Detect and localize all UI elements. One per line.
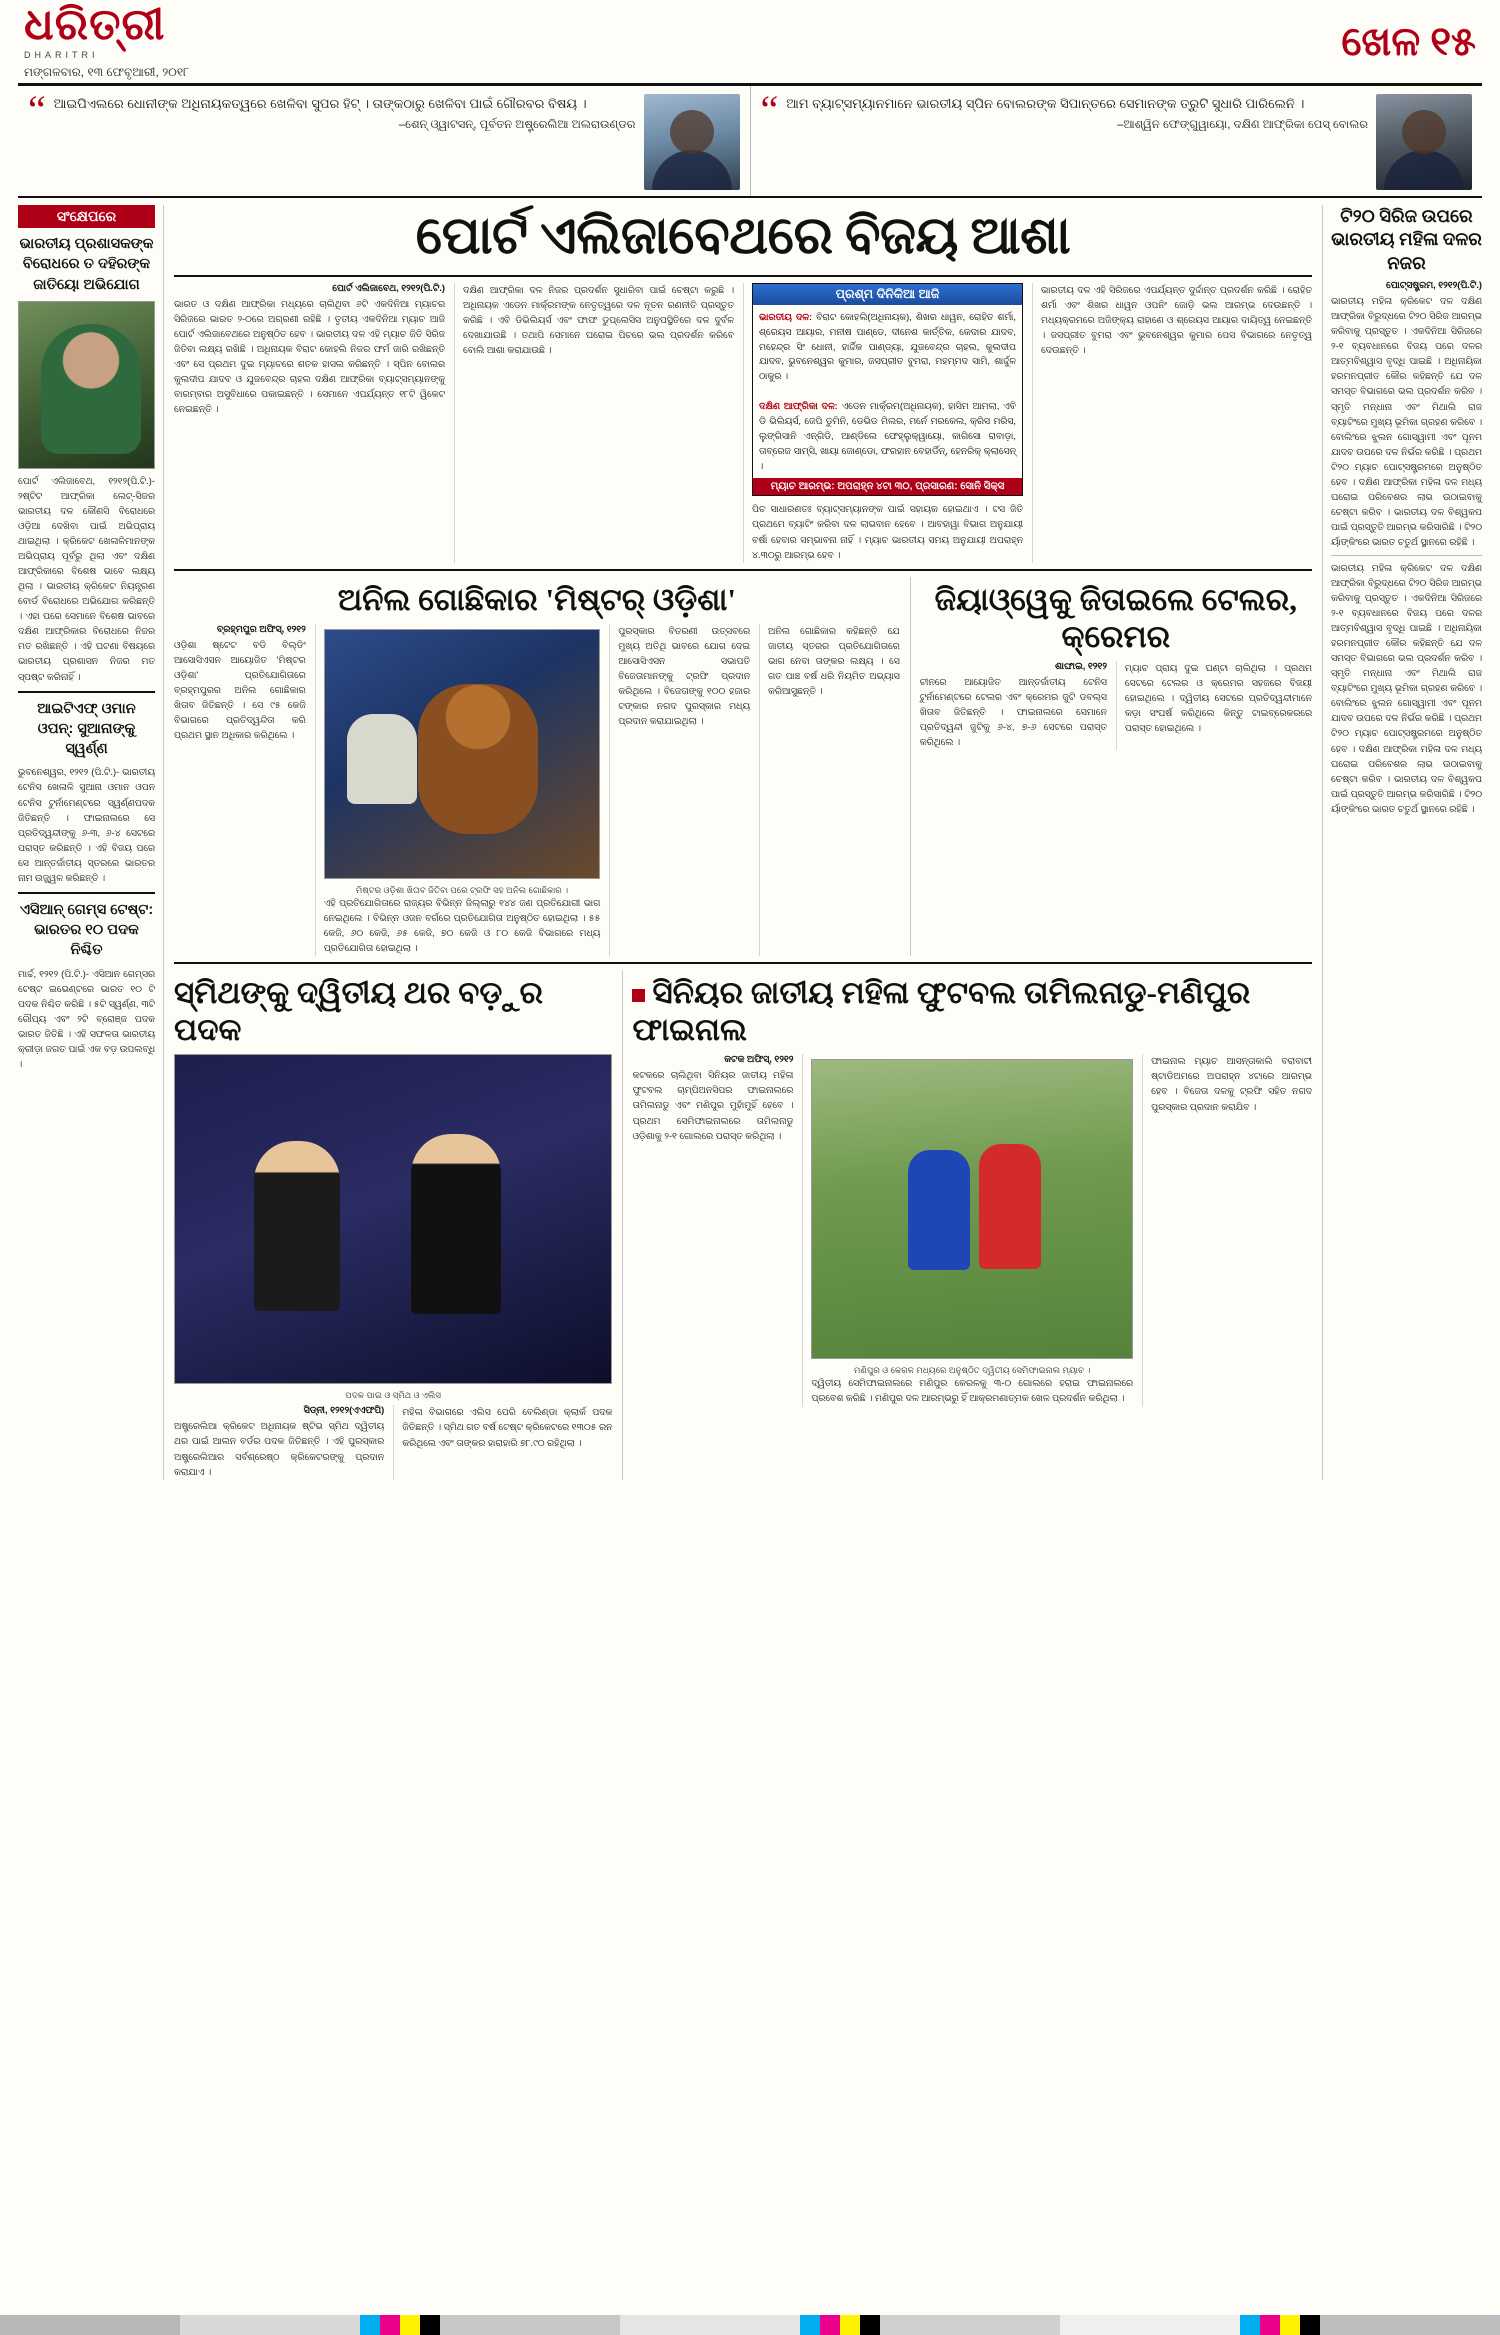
team-sa-list: ଏଡେନ ମାର୍କ୍ରମ(ଅଧିନାୟକ), ହାସିମ ଆମଲା, ଏବି ଡି ଭିଲିୟର୍ସ, ଜେପି ଡୁମିନି, ଡେଭିଡ ମିଲର, ମର୍ନେ ମରକେଲ, କ୍ରିସ ମରିସ, ଲୁଙ୍ଗିସାନି ଏନ୍ଗିଡି, ଆଣ୍ଡିଲେ ଫେହ୍ଲୁକ୍ୱାୟୋ, କାଗିସୋ ରାବାଡ଼ା, ତାବ୍ରେଜ ସାମ୍ସି, ଖାୟା ଜୋଣ୍ଡୋ, ଫରହାନ ବେହାର୍ଡିନ୍, ହେନରିକ୍ କ୍ଲାସେନ୍ ।	[759, 401, 1016, 471]
lead-col-4	[1032, 283, 1312, 563]
smith-headline: ସ୍ମିଥଙ୍କୁ ଦ୍ୱିତୀୟ ଥର ବଡ଼ୁର ପଦକ	[174, 975, 543, 1048]
bodybuilding-story	[174, 577, 900, 956]
quote-card	[751, 86, 1483, 196]
logo-block	[24, 0, 190, 80]
brief-headline: ଭାରତୀୟ ପ୍ରଶାସକଙ୍କ ବିରୋଧରେ ତ ଦହିରଙ୍କ ଜାତିୟୋ ଅଭିଯୋଗ	[19, 236, 154, 293]
swatch-magenta	[1260, 2315, 1280, 2335]
tennis-col-1	[920, 661, 1107, 750]
mr-odisha-trophy-photo	[324, 629, 601, 879]
smith-col-2	[393, 1405, 612, 1479]
womens-t20-body-cont: ଭାରତୀୟ ମହିଳା କ୍ରିକେଟ ଦଳ ଦକ୍ଷିଣ ଆଫ୍ରିକା ବିରୁଦ୍ଧରେ ଟି୨୦ ସିରିଜ ଆରମ୍ଭ କରିବାକୁ ପ୍ରସ୍ତୁତ । ଏକଦିନିଆ ସିରିଜରେ ୨-୧ ବ୍ୟବଧାନରେ ବିଜୟ ପରେ ଦଳର ଆତ୍ମବିଶ୍ୱାସ ବୃଦ୍ଧି ପାଇଛି । ଅଧିନାୟିକା ହରମନପ୍ରୀତ କୌର କହିଛନ୍ତି ଯେ ଦଳ ସମସ୍ତ ବିଭାଗରେ ଭଲ ପ୍ରଦର୍ଶନ କରିବ । ସ୍ମୃତି ମନ୍ଧାନା ଏବଂ ମିଥାଲି ରାଜ ବ୍ୟାଟିଂରେ ମୁଖ୍ୟ ଭୂମିକା ଗ୍ରହଣ କରିବେ । ବୋଲିଂରେ ଝୁଲନ ଗୋସ୍ୱାମୀ ଏବଂ ପୂନମ ଯାଦବ ଉପରେ ଦଳ ନିର୍ଭର କରିଛି । ପ୍ରଥମ ଟି୨୦ ମ୍ୟାଚ ପୋଟ୍ସଷ୍ଟ୍ରମରେ ଅନୁଷ୍ଠିତ ହେବ । ଦକ୍ଷିଣ ଆଫ୍ରିକା ମହିଳା ଦଳ ମଧ୍ୟ ଘରୋଇ ପରିବେଶର ଲାଭ ଉଠାଇବାକୁ ଚେଷ୍ଟା କରିବ । ଭାରତୀୟ ଦଳ ବିଶ୍ୱକପ ପାଇଁ ପ୍ରସ୍ତୁତି ଆରମ୍ଭ କରିସାରିଛି । ଟି୨୦ ର୍ୟାଙ୍କିଂରେ ଭାରତ ଚତୁର୍ଥ ସ୍ଥାନରେ ରହିଛି ।	[1331, 562, 1482, 814]
tennis-col-2	[1116, 661, 1312, 750]
womens-t20-headline: ଟି୨୦ ସିରିଜ ଉପରେ ଭାରତୀୟ ମହିଳା ଦଳର ନଜର	[1331, 206, 1482, 273]
womens-t20-body: ଭାରତୀୟ ମହିଳା କ୍ରିକେଟ ଦଳ ଦକ୍ଷିଣ ଆଫ୍ରିକା ବିରୁଦ୍ଧରେ ଟି୨୦ ସିରିଜ ଆରମ୍ଭ କରିବାକୁ ପ୍ରସ୍ତୁତ । ଏକଦିନିଆ ସିରିଜରେ ୨-୧ ବ୍ୟବଧାନରେ ବିଜୟ ପରେ ଦଳର ଆତ୍ମବିଶ୍ୱାସ ବୃଦ୍ଧି ପାଇଛି । ଅଧିନାୟିକା ହରମନପ୍ରୀତ କୌର କହିଛନ୍ତି ଯେ ଦଳ ସମସ୍ତ ବିଭାଗରେ ଭଲ ପ୍ରଦର୍ଶନ କରିବ । ସ୍ମୃତି ମନ୍ଧାନା ଏବଂ ମିଥାଲି ରାଜ ବ୍ୟାଟିଂରେ ମୁଖ୍ୟ ଭୂମିକା ଗ୍ରହଣ କରିବେ । ବୋଲିଂରେ ଝୁଲନ ଗୋସ୍ୱାମୀ ଏବଂ ପୂନମ ଯାଦବ ଉପରେ ଦଳ ନିର୍ଭର କରିଛି । ପ୍ରଥମ ଟି୨୦ ମ୍ୟାଚ ପୋଟ୍ସଷ୍ଟ୍ରମରେ ଅନୁଷ୍ଠିତ ହେବ । ଦକ୍ଷିଣ ଆଫ୍ରିକା ମହିଳା ଦଳ ମଧ୍ୟ ଘରୋଇ ପରିବେଶର ଲାଭ ଉଠାଇବାକୁ ଚେଷ୍ଟା କରିବ । ଭାରତୀୟ ଦଳ ବିଶ୍ୱକପ ପାଇଁ ପ୍ରସ୍ତୁତି ଆରମ୍ଭ କରିସାରିଛି । ଟି୨୦ ର୍ୟାଙ୍କିଂରେ ଭାରତ ଚତୁର୍ଥ ସ୍ଥାନରେ ରହିଛି ।	[1331, 296, 1482, 547]
squads-box	[752, 283, 1023, 497]
dateline: ପୋଟ୍ସଷ୍ଟ୍ରମ, ୧୨୧୨(ପି.ଟି.)	[1386, 280, 1482, 291]
squads-box-title: ପ୍ରଶ୍ମ ଦିନିକିଆ ଆଜି	[753, 284, 1022, 305]
right-sidebar	[1322, 205, 1482, 1480]
fb-photo-col	[802, 1054, 1133, 1406]
mid-section	[174, 577, 1312, 956]
main-content	[174, 205, 1312, 1480]
dateline: ସିଡ୍ନୀ, ୧୨୧୨(ଏଏଫପି)	[303, 1405, 385, 1416]
swatch-cyan	[360, 2315, 380, 2335]
bb-body: ଅନିଲ ଗୋଛିକାର କହିଛନ୍ତି ଯେ ଜାତୀୟ ସ୍ତରର ପ୍ରତିଯୋଗିତାରେ ଭାଗ ନେବା ତାଙ୍କର ଲକ୍ଷ୍ୟ । ସେ ଗତ ପାଞ୍ଚ ବର୍ଷ ଧରି ନିୟମିତ ଅଭ୍ୟାସ କରିଆସୁଛନ୍ତି ।	[768, 625, 900, 696]
quote-text: ଆଇପିଏଲରେ ଧୋନୀଙ୍କ ଅଧିନାୟକତ୍ୱରେ ଖେଳିବା ସୁପର ହିଟ୍ । ତାଙ୍କଠାରୁ ଖେଳିବା ପାଇଁ ଗୌରବର ବିଷୟ ।	[53, 96, 587, 111]
fb-body: କଟକରେ ଚାଲିଥିବା ସିନିୟର ଜାତୀୟ ମହିଳା ଫୁଟବଲ ଚାମ୍ପିଅନସିପର ଫାଇନାଲରେ ତାମିଲନାଡୁ ଏବଂ ମଣିପୁର ମୁହାଁମୁହିଁ ହେବେ । ପ୍ରଥମ ସେମିଫାଇନାଲରେ ତାମିଲନାଡୁ ଓଡ଼ିଶାକୁ ୨-୧ ଗୋଲରେ ପରାସ୍ତ କରିଥିଲା ।	[632, 1070, 794, 1141]
tennis-headline: ଜିୟାଓ୍ୱେକୁ ଜିତାଇଲେ ଟେଲର, କ୍ରେମର	[934, 581, 1298, 654]
brief-headline: ଆଇଟିଏଫ୍ ଓମାନ ଓପନ୍: ସୁଆନାଙ୍କୁ ସ୍ୱର୍ଣ୍ଣ	[37, 700, 136, 758]
lead-article	[174, 283, 1312, 563]
quote-text: ଆମ ବ୍ୟାଟ୍ସମ୍ୟାନମାନେ ଭାରତୀୟ ସ୍ପିନ ବୋଲରଙ୍କ ସିପାନ୍ତରେ ସେମାନଙ୍କ ତ୍ରୁଟି ସୁଧାରି ପାରିଲେନି ।	[786, 96, 1305, 111]
bb-col-3	[609, 624, 750, 956]
lead-body: ପିଚ ସାଧାରଣତଃ ବ୍ୟାଟ୍ସମ୍ୟାନଙ୍କ ପାଇଁ ସହାୟକ ହୋଇଥାଏ । ଟସ ଜିତି ପ୍ରଥମେ ବ୍ୟାଟିଂ କରିବା ଦଳ ଲାଭବାନ ହେବେ । ଆବହାୱା ବିଭାଗ ଅନୁଯାୟୀ ବର୍ଷା ହେବାର ସମ୍ଭାବନା ନାହିଁ । ମ୍ୟାଚ ଭାରତୀୟ ସମୟ ଅନୁଯାୟୀ ଅପରାହ୍ନ ୪.୩୦ରୁ ଆରମ୍ଭ ହେବ ।	[752, 504, 1023, 560]
lead-col-3	[743, 283, 1023, 563]
divider	[174, 962, 1312, 964]
lead-body: ଦକ୍ଷିଣ ଆଫ୍ରିକା ଦଳ ନିଜର ପ୍ରଦର୍ଶନ ସୁଧାରିବା ପାଇଁ ଚେଷ୍ଟା କରୁଛି । ଅଧିନାୟକ ଏଡେନ ମାର୍କ୍ରମଙ୍କ ନେତୃତ୍ୱରେ ଦଳ ନୂତନ ରଣନୀତି ପ୍ରସ୍ତୁତ କରିଛି । ଏବି ଡିଭିଲିୟର୍ସ ଏବଂ ଫାଫ ଡୁପ୍ଲେସିସ ଅନୁପସ୍ଥିତିରେ ଦଳ ଦୁର୍ବଳ ଦେଖାଯାଉଛି । ତଥାପି ସେମାନେ ଘରୋଇ ପିଚରେ ଭଲ ପ୍ରଦର୍ଶନ କରିବେ ବୋଲି ଆଶା କରାଯାଉଛି ।	[463, 284, 734, 355]
football-headline: ସିନିୟର ଜାତୀୟ ମହିଳା ଫୁଟବଲ ତାମିଲନାଡୁ-ମଣିପୁର ଫାଇନାଲ	[632, 974, 1312, 1048]
tennis-body: ଚୀନରେ ଆୟୋଜିତ ଆନ୍ତର୍ଜାତୀୟ ଟେନିସ ଟୁର୍ନାମେଣ୍ଟରେ ଟେଲର ଏବଂ କ୍ରେମର ଜୁଟି ଡବଲ୍ସ ଖିତାବ ଜିତିଛନ୍ତି । ଫାଇନାଲରେ ସେମାନେ ପ୍ରତିଦ୍ୱନ୍ଦୀ ଜୁଟିକୁ ୬-୪, ୭-୬ ସେଟରେ ପରାସ୍ତ କରିଥିଲେ ।	[919, 676, 1107, 748]
swatch-magenta	[380, 2315, 400, 2335]
divider	[18, 691, 155, 693]
masthead	[18, 0, 1482, 86]
bb-photo-col	[315, 624, 601, 956]
page-grid	[18, 205, 1482, 1480]
photo-caption: ମଣିପୁର ଓ କେରଳ ମଧ୍ୟରେ ଅନୁଷ୍ଠିତ ଦ୍ୱିତୀୟ ସେମିଫାଇନାଲ ମ୍ୟାଚ ।	[854, 1365, 1091, 1376]
bottom-section	[174, 970, 1312, 1480]
fb-body: ଦ୍ୱିତୀୟ ସେମିଫାଇନାଲରେ ମଣିପୁର କେରଳକୁ ୩-୦ ଗୋଲରେ ହରାଇ ଫାଇନାଲରେ ପ୍ରବେଶ କରିଛି । ମଣିପୁର ଦଳ ଆରମ୍ଭରୁ ହିଁ ଆକ୍ରମଣାତ୍ମକ ଖେଳ ପ୍ରଦର୍ଶନ କରିଥିଲା ।	[811, 1378, 1134, 1404]
photo-caption: ମିଷ୍ଟର ଓଡ଼ିଶା ଖିତାବ ଜିତିବା ପରେ ଟ୍ରଫି ସହ ଅନିଲ ଗୋଛିକାର ।	[355, 884, 569, 895]
divider	[1331, 555, 1482, 556]
dateline: କଟକ ଅଫିସ୍, ୧୨୧୨	[724, 1054, 794, 1065]
fb-col-1	[632, 1054, 793, 1406]
left-sidebar	[18, 205, 164, 1480]
lead-col-1	[174, 283, 445, 563]
swatch-black	[860, 2315, 880, 2335]
bb-body: ଓଡ଼ିଶା ଷ୍ଟେଟ ବଡି ବିଲ୍ଡିଂ ଆସୋସିଏସନ ଆୟୋଜିତ 'ମିଷ୍ଟର ଓଡ଼ିଶା' ପ୍ରତିଯୋଗିତାରେ ବ୍ରହ୍ମପୁରର ଅନିଲ ଗୋଛିକାର ଖିତାବ ଜିତିଛନ୍ତି । ସେ ୯୫ କେଜି ବିଭାଗରେ ପ୍ରତିଦ୍ୱନ୍ଦିତା କରି ପ୍ରଥମ ସ୍ଥାନ ଅଧିକାର କରିଥିଲେ ।	[174, 639, 306, 741]
logo-roman: DHARITRI	[24, 50, 99, 60]
dateline: ଶାଙ୍ଘାଇ, ୧୨୧୨	[1054, 660, 1107, 671]
dateline: ପୋର୍ଟ ଏଲିଜାବେଥ, ୧୨୧୨(ପି.ଟି.)	[332, 282, 445, 293]
dateline: ବ୍ରହ୍ମପୁର ଅଫିସ୍, ୧୨୧୨	[216, 623, 306, 634]
quote-attribution: –ଆଶ୍ୱିନ ଫେଙ୍ଗୁୱାୟୋ, ଦକ୍ଷିଣ ଆଫ୍ରିକା ପେସ୍ ବୋଲର	[1117, 119, 1368, 132]
tennis-body: ମ୍ୟାଚ ପ୍ରାୟ ଦୁଇ ଘଣ୍ଟା ଚାଲିଥିଲା । ପ୍ରଥମ ସେଟରେ ଟେଲର ଓ କ୍ରେମର ସହଜରେ ବିଜୟୀ ହୋଇଥିଲେ । ଦ୍ୱିତୀୟ ସେଟରେ ପ୍ରତିଦ୍ୱନ୍ଦୀମାନେ କଡ଼ା ସଂଘର୍ଷ କରିଥିଲେ କିନ୍ତୁ ଟାଇବ୍ରେକରରେ ପରାସ୍ତ ହୋଇଥିଲେ ।	[1124, 662, 1312, 734]
swatch-magenta	[820, 2315, 840, 2335]
brief-body: ମାର୍ଚ୍ଚ, ୧୨୧୨ (ପି.ଟି.)- ଏସିଆନ ଗେମ୍ସର ଟେଷ୍ଟ ଇଭେଣ୍ଟରେ ଭାରତ ୧୦ ଟି ପଦକ ନିଶ୍ଚିତ କରିଛି । ୫ଟି ସ୍ୱର୍ଣ୍ଣ, ୩ଟି ରୌପ୍ୟ ଏବଂ ୨ଟି ବ୍ରୋଞ୍ଜ ପଦକ ଭାରତ ଜିତିଛି । ଏହି ସଫଳତା ଭାରତୀୟ କ୍ରୀଡ଼ା ଜଗତ ପାଇଁ ଏକ ବଡ଼ ଉପଲବ୍ଧି ।	[18, 968, 155, 1069]
brief-headline: ଏସିଆନ୍ ଗେମ୍ସ ଟେଷ୍ଟ: ଭାରତର ୧୦ ପଦକ ନିଶ୍ଚିତ	[19, 901, 154, 959]
quote-attribution: –ଶେନ୍ ଓ୍ୱାଟସନ୍, ପୂର୍ବତନ ଅଷ୍ଟ୍ରେଲିଆ ଅଲରାଉଣ୍ଡର	[398, 119, 636, 132]
pace-bowler-photo	[1376, 94, 1472, 190]
swatch-yellow	[400, 2315, 420, 2335]
allan-border-medal-photo	[174, 1054, 612, 1384]
shane-watson-photo	[644, 94, 740, 190]
divider	[174, 275, 1312, 277]
tennis-story	[910, 577, 1312, 956]
lead-headline: ପୋର୍ଟ ଏଲିଜାବେଥରେ ବିଜୟ ଆଶା	[415, 208, 1071, 265]
team-india-list: ବିରାଟ କୋହଲି(ଅଧିନାୟକ), ଶିଖର ଧାୱନ, ରୋହିତ ଶର୍ମା, ଶ୍ରେୟସ ଆୟାର, ମନୀଷ ପାଣ୍ଡେ, ଦୀନେଶ କାର୍ତ୍ତିକ, କେଦାର ଯାଦବ, ମହେନ୍ଦ୍ର ସିଂ ଧୋନୀ, ହାର୍ଦ୍ଦିକ ପାଣ୍ଡ୍ୟା, ଯୁଜବେନ୍ଦ୍ର ଚାହଲ, କୁଲଦୀପ ଯାଦବ, ଭୁବନେଶ୍ୱର କୁମାର, ଜସପ୍ରୀତ ବୁମରା, ମହମ୍ମଦ ସାମି, ଶାର୍ଦ୍ଦୁଳ ଠାକୁର ।	[759, 311, 1016, 382]
bb-col-1	[174, 624, 306, 956]
fb-col-3	[1142, 1054, 1312, 1406]
brief-body: ଭୁବନେଶ୍ୱର, ୧୨୧୨ (ପି.ଟି.)- ଭାରତୀୟ ଟେନିସ ଖେଳାଳି ସୁଆନା ଓମାନ ଓପନ ଟେନିସ ଟୁର୍ନାମେଣ୍ଟରେ ସ୍ୱର୍ଣ୍ଣପଦକ ଜିତିଛନ୍ତି । ଫାଇନାଲରେ ସେ ପ୍ରତିଦ୍ୱନ୍ଦୀଙ୍କୁ ୬-୩, ୬-୪ ସେଟରେ ପରାସ୍ତ କରିଛନ୍ତି । ଏହି ବିଜୟ ପରେ ସେ ଆନ୍ତର୍ଜାତୀୟ ସ୍ତରରେ ଭାରତର ନାମ ଉଜ୍ଜ୍ୱଳ କରିଛନ୍ତି ।	[18, 767, 155, 883]
lead-body: ଭାରତ ଓ ଦକ୍ଷିଣ ଆଫ୍ରିକା ମଧ୍ୟରେ ଚାଲିଥିବା ୬ଟି ଏକଦିନିଆ ମ୍ୟାଚର ସିରିଜରେ ଭାରତ ୨-୦ରେ ଅଗ୍ରଣୀ ରହିଛି । ତୃତୀୟ ଏକଦିନିଆ ମ୍ୟାଚ ଆଜି ପୋର୍ଟ ଏଲିଜାବେଥରେ ଅନୁଷ୍ଠିତ ହେବ । ଭାରତୀୟ ଦଳ ଏହି ମ୍ୟାଚ ଜିତି ସିରିଜ ଜିତିବା ଲକ୍ଷ୍ୟ ରଖିଛି । ଅଧିନାୟକ ବିରାଟ କୋହଲି ନିଜର ଫର୍ମ ଜାରି ରଖିଛନ୍ତି ଏବଂ ସେ ପ୍ରଥମ ଦୁଇ ମ୍ୟାଚରେ ଶତକ ହାସଲ କରିଛନ୍ତି । ସ୍ପିନ ବୋଲର କୁଲଦୀପ ଯାଦବ ଓ ଯୁଜବେନ୍ଦ୍ର ଚାହଲ ଦକ୍ଷିଣ ଆଫ୍ରିକା ବ୍ୟାଟ୍ସମ୍ୟାନଙ୍କୁ ବାରମ୍ବାର ଅସୁବିଧାରେ ପକାଇଛନ୍ତି । ସେମାନେ ଏପର୍ଯ୍ୟନ୍ତ ୧୮ଟି ୱିକେଟ ନେଇଛନ୍ତି ।	[174, 298, 445, 415]
smith-body: ଅଷ୍ଟ୍ରେଲିଆ କ୍ରିକେଟ ଅଧିନାୟକ ଷ୍ଟିଭ ସ୍ମିଥ ଦ୍ୱିତୀୟ ଥର ପାଇଁ ଆଲନ ବର୍ଡର ପଦକ ଜିତିଛନ୍ତି । ଏହି ପୁରସ୍କାର ଅଷ୍ଟ୍ରେଲିଆର ସର୍ବଶ୍ରେଷ୍ଠ କ୍ରିକେଟରଙ୍କୁ ପ୍ରଦାନ କରାଯାଏ ।	[174, 1421, 385, 1477]
smith-story	[174, 970, 612, 1480]
pakistan-cricketer-photo	[18, 301, 155, 469]
section-title: ଖେଳ ୧୫	[1341, 19, 1476, 64]
divider	[174, 569, 1312, 571]
divider	[18, 892, 155, 894]
quote-strip	[18, 86, 1482, 198]
swatch-black	[1300, 2315, 1320, 2335]
fb-body: ଫାଇନାଲ ମ୍ୟାଚ ଆସନ୍ତାକାଲି ବରାବାଟୀ ଷ୍ଟାଡିଅମରେ ଅପରାହ୍ନ ୪ଟାରେ ଆରମ୍ଭ ହେବ । ବିଜେତା ଦଳକୁ ଟ୍ରଫି ସହିତ ନଗଦ ପୁରସ୍କାର ପ୍ରଦାନ କରାଯିବ ।	[1151, 1056, 1312, 1112]
quote-card	[18, 86, 751, 196]
football-story	[622, 970, 1312, 1480]
bb-col-4	[759, 624, 900, 956]
bodybuilding-headline: ଅନିଲ ଗୋଛିକାର 'ମିଷ୍ଟର୍ ଓଡ଼ିଶା'	[337, 581, 737, 617]
swatch-yellow	[1280, 2315, 1300, 2335]
bb-body: ପୁରସ୍କାର ବିତରଣୀ ଉତ୍ସବରେ ମୁଖ୍ୟ ଅତିଥି ଭାବରେ ଯୋଗ ଦେଇ ଆସୋସିଏସନ ସଭାପତି ବିଜେତାମାନଙ୍କୁ ଟ୍ରଫି ପ୍ରଦାନ କରିଥିଲେ । ବିଜେତାଙ୍କୁ ୧୦୦ ହଜାର ଟଙ୍କାର ନଗଦ ପୁରସ୍କାର ମଧ୍ୟ ପ୍ରଦାନ କରାଯାଇଥିଲା ।	[618, 625, 750, 727]
lead-body: ଭାରତୀୟ ଦଳ ଏହି ସିରିଜରେ ଏପର୍ଯ୍ୟନ୍ତ ଦୁର୍ଦ୍ଦାନ୍ତ ପ୍ରଦର୍ଶନ କରିଛି । ରୋହିତ ଶର୍ମା ଏବଂ ଶିଖର ଧାୱନ ଓପନିଂ ଜୋଡ଼ି ଭଲ ଆରମ୍ଭ ଦେଉଛନ୍ତି । ମଧ୍ୟକ୍ରମରେ ଅଜିଙ୍କ୍ୟ ରାହାଣେ ଓ ଶ୍ରେୟସ ଆୟାର ଦାୟିତ୍ୱ ନେଇଛନ୍ତି । ଜସପ୍ରୀତ ବୁମରା ଏବଂ ଭୁବନେଶ୍ୱର କୁମାର ପେସ ବିଭାଗରେ ନେତୃତ୍ୱ ଦେଉଛନ୍ତି ।	[1041, 284, 1312, 355]
issue-date: ମଙ୍ଗଳବାର, ୧୩ ଫେବୃଆରୀ, ୨୦୧୮	[24, 65, 190, 79]
brief-body: ପୋର୍ଟ ଏଲିଜାବେଥ, ୧୨୧୨(ପି.ଟି.)- ୨ଷ୍ଟିଟ ଆଫ୍ରିକା ଲେଟ୍-ସିଜର ଭାରତୀୟ ଦଳ କୌଣସି ବିରୋଧରେ ଓଡ଼ିଆ ଦେଖିବା ପାଇଁ ଅଭିପ୍ରାୟ ଥାଇଥିଲା । କ୍ରିକେଟ ଖେଳାଳିମାନଙ୍କ ଅଭିପ୍ରାୟ ପୂର୍ବରୁ ଥିଲା ଏବଂ ଦକ୍ଷିଣ ଆଫ୍ରିକାରେ ବିଶେଷ ଭାବେ ଲକ୍ଷ୍ୟ ଥିଲା । ଭାରତୀୟ କ୍ରିକେଟ ନିୟନ୍ତ୍ରଣ ବୋର୍ଡ ବିରୋଧରେ ଅଭିଯୋଗ କରିଛନ୍ତି । ଏହା ପରେ ସେମାନେ ବିଶେଷ ଭାବରେ ଦକ୍ଷିଣ ଆଫ୍ରିକାର ବିରୋଧରେ ନିଜର ମତ ରଖିଛନ୍ତି । ଏହି ଘଟଣା ବିଷୟରେ ଭାରତୀୟ ପ୍ରଶାସନ ନିଜର ମତ ସ୍ପଷ୍ଟ କରିନାହିଁ ।	[18, 475, 155, 682]
team-sa-label: ଦକ୍ଷିଣ ଆଫ୍ରିକା ଦଳ:	[759, 401, 838, 412]
swatch-cyan	[1240, 2315, 1260, 2335]
bb-body: ଏହି ପ୍ରତିଯୋଗିତାରେ ରାଜ୍ୟର ବିଭିନ୍ନ ଜିଲ୍ଲାରୁ ୧୪୪ ଜଣ ପ୍ରତିଯୋଗୀ ଭାଗ ନେଇଥିଲେ । ବିଭିନ୍ନ ଓଜନ ବର୍ଗରେ ପ୍ରତିଯୋଗିତା ଅନୁଷ୍ଠିତ ହୋଇଥିଲା । ୫୫ କେଜି, ୬୦ କେଜି, ୬୫ କେଜି, ୭୦ କେଜି ଓ ୮୦ କେଜି ବିଭାଗରେ ମଧ୍ୟ ପ୍ରତିଯୋଗିତା ହୋଇଥିଲା ।	[323, 897, 601, 953]
smith-col-1	[174, 1405, 384, 1479]
swatch-yellow	[840, 2315, 860, 2335]
quote-mark-icon: “	[28, 87, 46, 132]
smith-body: ମହିଳା ବିଭାଗରେ ଏଲିସ ପେରି ବେଲିଣ୍ଡା କ୍ଲାର୍କ ପଦକ ଜିତିଛନ୍ତି । ସ୍ମିଥ ଗତ ବର୍ଷ ଟେଷ୍ଟ କ୍ରିକେଟରେ ୧୩୦୫ ରନ କରିଥିଲେ ଏବଂ ତାଙ୍କର ହାରାହାରି ୭୮.୯୦ ରହିଥିଲା ।	[402, 1407, 613, 1448]
print-registration-bar	[0, 2315, 1500, 2335]
match-start-info: ମ୍ୟାଚ ଆରମ୍ଭ: ଅପରାହ୍ନ ୪ଟା ୩୦, ପ୍ରସାରଣ: ସୋନି ସିକ୍ସ	[753, 478, 1022, 495]
team-india-label: ଭାରତୀୟ ଦଳ:	[759, 311, 813, 322]
womens-football-match-photo	[811, 1059, 1133, 1359]
photo-caption: ପଦକ ପାଇ ଓ ସ୍ମିଥ ଓ ଏଲିସ	[345, 1390, 442, 1401]
swatch-black	[420, 2315, 440, 2335]
logo-text: ଧରିତ୍ରୀ	[24, 0, 166, 49]
quote-mark-icon: “	[760, 87, 779, 132]
lead-col-2	[454, 283, 734, 563]
briefs-badge: ସଂକ୍ଷେପରେ	[18, 205, 155, 228]
swatch-cyan	[800, 2315, 820, 2335]
